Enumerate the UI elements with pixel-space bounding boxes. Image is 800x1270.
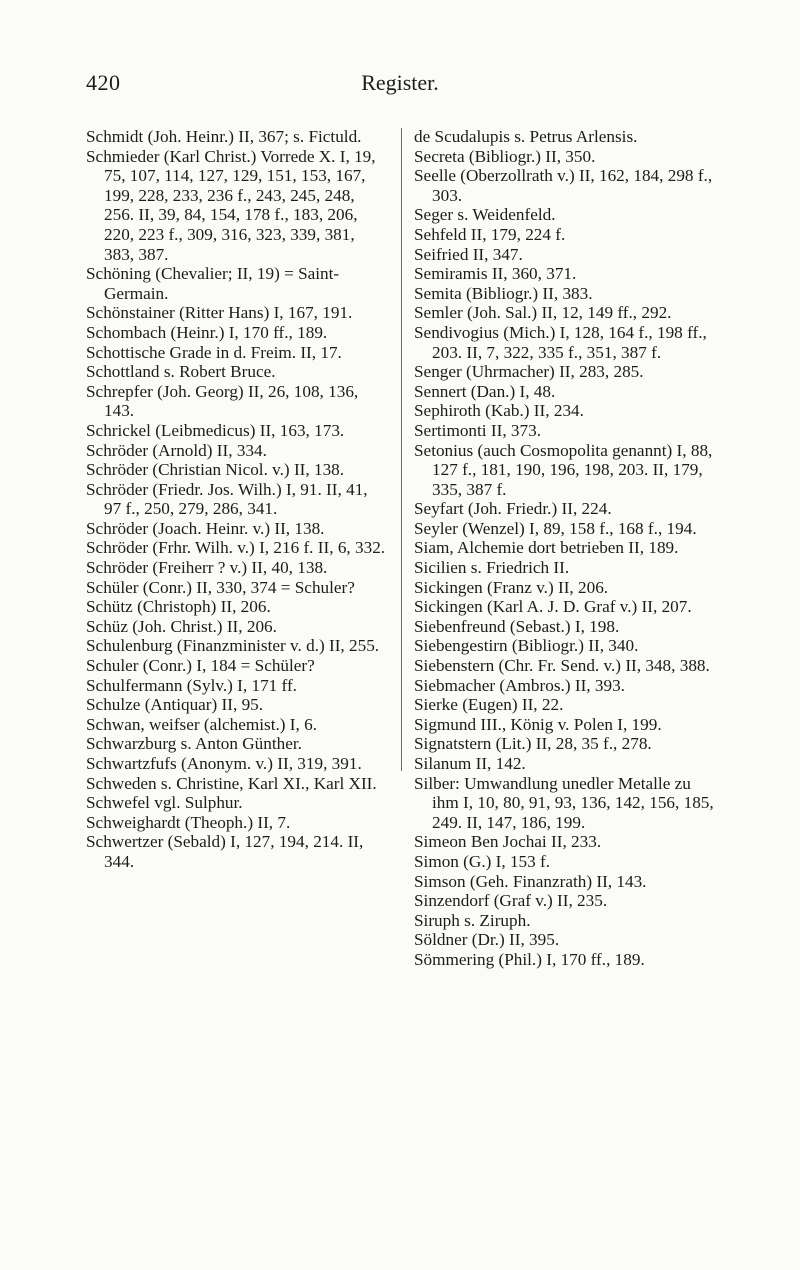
index-entry: Schweighardt (Theoph.) II, 7.: [86, 812, 291, 832]
index-entry: Schombach (Heinr.) I, 170 ff., 189.: [86, 322, 328, 342]
index-entry: de Scudalupis s. Petrus Arlensis.: [414, 127, 638, 146]
index-entry: Simson (Geh. Finanzrath) II, 143.: [414, 871, 647, 891]
index-entry: Schmidt (Joh. Heinr.) II, 367; s. Fictuld.: [86, 127, 362, 146]
index-entry: Schulenburg (Finanzminister v. d.) II, 255.: [86, 636, 380, 656]
index-entry: Siruph s. Ziruph.: [414, 910, 531, 930]
index-entry: Schüler (Conr.) II, 330, 374 = Schuler?: [86, 577, 355, 597]
index-entry: Söldner (Dr.) II, 395.: [414, 930, 560, 950]
index-entry: Schwefel vgl. Sulphur.: [86, 793, 243, 813]
index-entry: Schuler (Conr.) I, 184 = Schüler?: [86, 656, 315, 676]
index-entry: Sephiroth (Kab.) II, 234.: [414, 401, 584, 421]
index-entry: Siam, Alchemie dort betrieben II, 189.: [414, 538, 679, 558]
index-entry: Schütz (Christoph) II, 206.: [86, 597, 271, 617]
index-entry: Schröder (Friedr. Jos. Wilh.) I, 91. II, 41, 97 f., 250, 279, 286, 341.: [86, 479, 368, 519]
index-entry: Sigmund III., König v. Polen I, 199.: [414, 714, 662, 734]
index-entry: Schwan, weifser (alchemist.) I, 6.: [86, 714, 317, 734]
index-entry: Silanum II, 142.: [414, 754, 526, 773]
index-entry: Sömmering (Phil.) I, 170 ff., 189.: [414, 949, 645, 969]
index-entry: Schröder (Joach. Heinr. v.) II, 138.: [86, 518, 325, 538]
column-divider: [401, 128, 402, 771]
index-entry: Seelle (Oberzollrath v.) II, 162, 184, 298 f., 303.: [414, 166, 713, 205]
index-entry: Sinzendorf (Graf v.) II, 235.: [414, 891, 608, 911]
index-entry: Schmieder (Karl Christ.) Vorrede X. I, 19, 75, 107, 114, 127, 129, 151, 153, 167, 199, 228, 233, 236 f., 243, 245, 248, 256. II, 39, 84, 154, 178 f., 183, 206, 220, 223 f., 309, 316, 323, 339, 381, 383, 387.: [86, 146, 376, 264]
index-entry: Schulze (Antiquar) II, 95.: [86, 695, 264, 715]
index-entry: Schröder (Arnold) II, 334.: [86, 440, 267, 460]
index-entry: Semiramis II, 360, 371.: [414, 264, 577, 284]
index-entry: Schrepfer (Joh. Georg) II, 26, 108, 136, 143.: [86, 381, 359, 421]
index-entry: Silber: Umwandlung unedler Metalle zu ihm I, 10, 80, 91, 93, 136, 142, 156, 185, 249. II, 147, 186, 199.: [414, 773, 714, 832]
index-entry: Senger (Uhrmacher) II, 283, 285.: [414, 362, 644, 382]
index-entry: Sickingen (Franz v.) II, 206.: [414, 577, 609, 597]
index-entry: Seifried II, 347.: [414, 244, 523, 264]
index-entry: Schröder (Frhr. Wilh. v.) I, 216 f. II, 6, 332.: [86, 538, 386, 558]
index-entry: Simeon Ben Jochai II, 233.: [414, 832, 602, 852]
index-entry: Signatstern (Lit.) II, 28, 35 f., 278.: [414, 734, 652, 754]
index-entry: Siebenfreund (Sebast.) I, 198.: [414, 616, 620, 636]
index-entry: Semler (Joh. Sal.) II, 12, 149 ff., 292.: [414, 303, 672, 323]
index-entry: Seyler (Wenzel) I, 89, 158 f., 168 f., 194.: [414, 518, 697, 538]
index-entry: Schröder (Christian Nicol. v.) II, 138.: [86, 460, 345, 480]
page-number: 420: [86, 70, 121, 95]
index-entry: Schröder (Freiherr ? v.) II, 40, 138.: [86, 558, 328, 578]
index-entry: Schönstainer (Ritter Hans) I, 167, 191.: [86, 303, 353, 323]
index-entry: Seger s. Weidenfeld.: [414, 205, 556, 225]
index-entry: Schottische Grade in d. Freim. II, 17.: [86, 342, 342, 362]
index-entry: Sehfeld II, 179, 224 f.: [414, 224, 566, 244]
index-entry: Schrickel (Leibmedicus) II, 163, 173.: [86, 420, 345, 440]
right-column: [414, 127, 718, 970]
index-entry: Schwertzer (Sebald) I, 127, 194, 214. II, 344.: [86, 832, 364, 871]
left-column: [86, 127, 386, 872]
index-entry: Schwartzfufs (Anonym. v.) II, 319, 391.: [86, 754, 362, 773]
index-entry: Siebenstern (Chr. Fr. Send. v.) II, 348, 388.: [414, 656, 710, 676]
index-entry: Setonius (auch Cosmopolita genannt) I, 88, 127 f., 181, 190, 196, 198, 203. II, 179, 335, 387 f.: [414, 440, 713, 499]
index-entry: Sennert (Dan.) I, 48.: [414, 381, 556, 401]
index-entry: Siebmacher (Ambros.) II, 393.: [414, 675, 625, 695]
index-entry: Siebengestirn (Bibliogr.) II, 340.: [414, 636, 639, 656]
index-entry: Sendivogius (Mich.) I, 128, 164 f., 198 ff., 203. II, 7, 322, 335 f., 351, 387 f.: [414, 322, 707, 362]
index-entry: Sicilien s. Friedrich II.: [414, 558, 570, 578]
index-entry: Secreta (Bibliogr.) II, 350.: [414, 146, 596, 166]
index-entry: Schöning (Chevalier; II, 19) = Saint-Germain.: [86, 264, 340, 303]
index-entry: Simon (G.) I, 153 f.: [414, 851, 551, 871]
index-entry: Schwarzburg s. Anton Günther.: [86, 734, 302, 754]
index-entry: Schweden s. Christine, Karl XI., Karl XII.: [86, 773, 377, 793]
index-entry: Sertimonti II, 373.: [414, 420, 541, 440]
index-entry: Sierke (Eugen) II, 22.: [414, 695, 564, 715]
index-entry: Semita (Bibliogr.) II, 383.: [414, 283, 593, 303]
index-entry: Schottland s. Robert Bruce.: [86, 362, 276, 382]
page-header: [0, 70, 800, 100]
index-entry: Seyfart (Joh. Friedr.) II, 224.: [414, 499, 612, 519]
index-entry: Schüz (Joh. Christ.) II, 206.: [86, 616, 277, 636]
running-title: Register.: [361, 70, 439, 95]
index-entry: Sickingen (Karl A. J. D. Graf v.) II, 207.: [414, 597, 692, 617]
index-entry: Schulfermann (Sylv.) I, 171 ff.: [86, 675, 297, 695]
